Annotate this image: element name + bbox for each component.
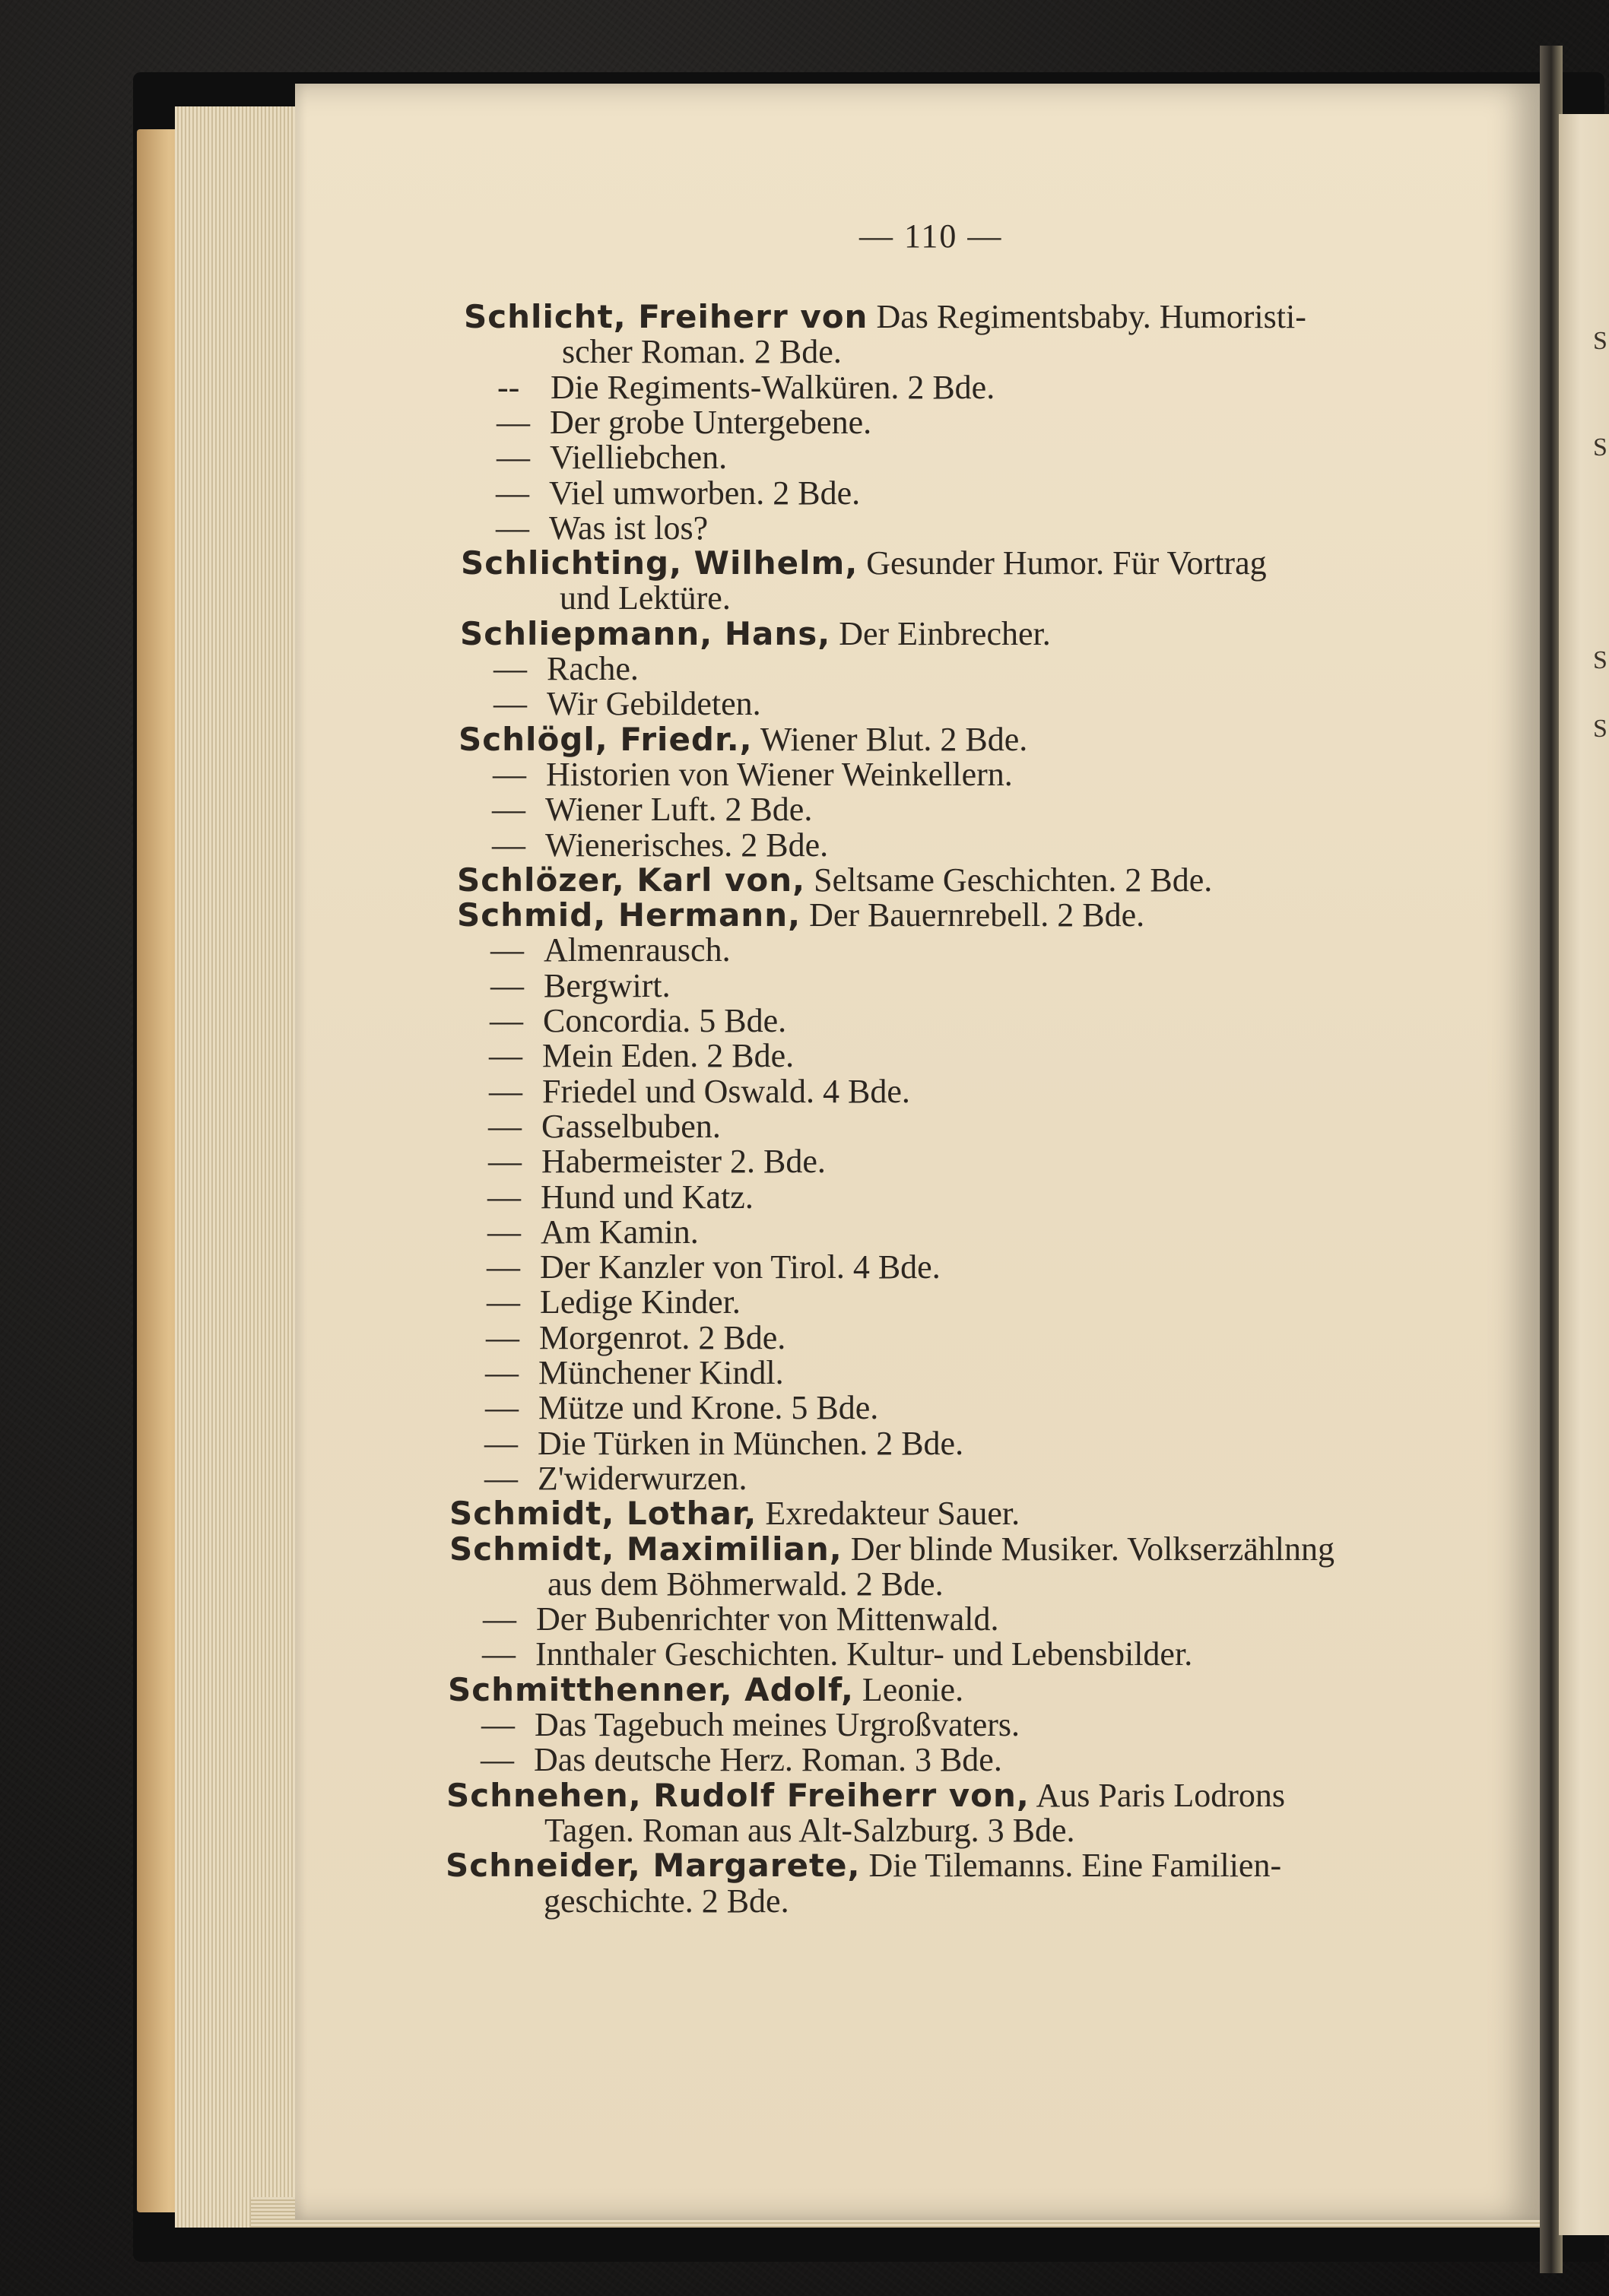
author-name: Schmidt, Maximilian, <box>449 1530 843 1568</box>
entry-line <box>448 1670 964 1708</box>
title-text: Z'widerwurzen. <box>538 1459 747 1497</box>
title-text: Mütze und Krone. 5 Bde. <box>538 1389 879 1427</box>
title-text: Das Tagebuch meines Urgroßvaters. <box>535 1706 1020 1743</box>
continuation-text: und Lektüre. <box>560 579 731 617</box>
entry-line <box>492 826 829 864</box>
ditto-dash: — <box>496 474 529 512</box>
entry-line <box>488 1107 721 1145</box>
entry-line <box>446 1847 1282 1885</box>
ditto-dash: — <box>493 755 526 793</box>
title-text: Der Einbrecher. <box>830 614 1051 652</box>
facing-page-letter: S <box>1593 715 1607 743</box>
ditto-dash: — <box>487 1283 520 1321</box>
ditto-dash: — <box>481 1706 515 1743</box>
continuation-text: aus dem Böhmerwald. 2 Bde. <box>547 1565 944 1603</box>
entry-line <box>496 509 709 547</box>
entry-line <box>449 1495 1020 1533</box>
ditto-dash: — <box>497 439 530 477</box>
title-text: Das deutsche Herz. Roman. 3 Bde. <box>534 1741 1002 1779</box>
entry-line <box>449 1530 1334 1568</box>
title-text: Wienerisches. 2 Bde. <box>545 826 829 864</box>
title-text: Die Tilemanns. Eine Familien- <box>860 1847 1282 1885</box>
ditto-dash: — <box>487 1178 521 1216</box>
title-text: Was ist los? <box>549 509 709 547</box>
entry-line <box>497 403 872 441</box>
title-text: Viel umworben. 2 Bde. <box>549 474 861 512</box>
author-name: Schmidt, Lothar, <box>449 1495 757 1533</box>
entry-line <box>496 474 861 512</box>
entry-line <box>483 1600 999 1638</box>
entry-line <box>461 544 1267 582</box>
title-text: Münchener Kindl. <box>538 1354 784 1391</box>
entry-line <box>457 896 1145 934</box>
continuation-text: Tagen. Roman aus Alt-Salzburg. 3 Bde. <box>544 1811 1075 1849</box>
ditto-dash: — <box>488 1107 522 1145</box>
entry-line <box>489 1072 910 1110</box>
title-text: Innthaler Geschichten. Kultur- und Lebensbilder. <box>535 1635 1193 1673</box>
ditto-dash: — <box>487 1248 520 1286</box>
ditto-dash: — <box>486 1318 519 1356</box>
title-text: Exredakteur Sauer. <box>757 1495 1020 1533</box>
ditto-dash: — <box>485 1389 519 1427</box>
title-text: Das Regimentsbaby. Humoristi- <box>868 298 1306 335</box>
title-text: Der Bauernrebell. 2 Bde. <box>801 896 1145 934</box>
entry-line <box>493 652 639 686</box>
title-text: Morgenrot. 2 Bde. <box>539 1318 786 1356</box>
title-text: Friedel und Oswald. 4 Bde. <box>542 1072 910 1110</box>
entry-line <box>560 579 731 617</box>
author-name: Schnehen, Rudolf Freiherr von, <box>446 1776 1030 1814</box>
entry-line <box>497 439 728 477</box>
facing-page-letter: S <box>1593 646 1607 674</box>
title-text: Wir Gebildeten. <box>547 685 761 723</box>
entry-line <box>481 1708 1020 1742</box>
entry-line <box>490 1004 786 1038</box>
title-text: Mein Eden. 2 Bde. <box>542 1037 795 1075</box>
author-name: Schmitthenner, Adolf, <box>448 1670 854 1708</box>
title-text: Die Türken in München. 2 Bde. <box>538 1424 964 1462</box>
continuation-text: geschichte. 2 Bde. <box>544 1882 789 1920</box>
title-text: Concordia. 5 Bde. <box>543 1002 787 1039</box>
entry-line <box>485 1356 784 1390</box>
ditto-dash: — <box>487 1213 521 1251</box>
facing-page-letter: S <box>1593 327 1607 355</box>
ditto-dash: — <box>489 1037 522 1075</box>
entry-line <box>460 614 1051 652</box>
title-text: Die Regiments-Walküren. 2 Bde. <box>551 368 995 406</box>
title-text: Historien von Wiener Weinkellern. <box>546 755 1013 793</box>
title-text: Rache. <box>547 650 639 687</box>
entry-line <box>547 1565 944 1603</box>
ditto-dash: — <box>490 966 524 1004</box>
entry-line <box>486 1318 786 1356</box>
ditto-dash: — <box>490 1002 523 1039</box>
entry-line <box>492 791 813 829</box>
entry-line <box>544 1811 1075 1849</box>
entry-line <box>493 755 1013 793</box>
title-text: Aus Paris Lodrons <box>1029 1776 1285 1814</box>
entry-line <box>487 1283 741 1321</box>
ditto-dash: — <box>492 826 525 864</box>
ditto-dash: — <box>489 1072 522 1110</box>
entry-line <box>446 1776 1285 1814</box>
ditto-dash: — <box>484 1424 518 1462</box>
author-name: Schliepmann, Hans, <box>460 614 831 652</box>
ditto-dash: — <box>483 1600 516 1638</box>
entry-line <box>485 1391 878 1425</box>
title-text: Vielliebchen. <box>550 439 728 477</box>
title-text: Am Kamin. <box>541 1213 699 1251</box>
ditto-dash: — <box>484 1459 518 1497</box>
ditto-dash: — <box>490 931 524 969</box>
title-text: Wiener Blut. 2 Bde. <box>752 720 1028 758</box>
entry-line <box>493 687 761 721</box>
title-text: Bergwirt. <box>544 966 671 1004</box>
title-text: Der blinde Musiker. Volkserzählnng <box>842 1530 1334 1568</box>
title-text: Almenrausch. <box>544 931 731 969</box>
title-text: Der Kanzler von Tirol. 4 Bde. <box>540 1248 941 1286</box>
ditto-dash: — <box>482 1635 516 1673</box>
entry-line <box>562 335 842 369</box>
continuation-text: scher Roman. 2 Bde. <box>562 333 842 371</box>
entry-line <box>484 1459 747 1497</box>
ditto-dash: — <box>493 650 527 687</box>
ditto-dash: — <box>493 685 527 723</box>
title-text: Seltsame Geschichten. 2 Bde. <box>805 861 1213 899</box>
entry-line <box>487 1248 941 1286</box>
entry-line <box>544 1882 789 1920</box>
author-name: Schlögl, Friedr., <box>459 720 753 758</box>
ditto-dash: — <box>485 1354 519 1391</box>
ditto-dash: — <box>492 791 525 829</box>
author-name: Schneider, Margarete, <box>446 1847 861 1885</box>
title-text: Habermeister 2. Bde. <box>541 1143 826 1181</box>
author-name: Schlözer, Karl von, <box>457 861 806 899</box>
entry-line <box>490 931 731 969</box>
entry-line <box>481 1743 1002 1777</box>
title-text: Ledige Kinder. <box>540 1283 741 1321</box>
title-text: Der Bubenrichter von Mittenwald. <box>536 1600 999 1638</box>
title-text: Wiener Luft. 2 Bde. <box>545 791 813 829</box>
title-text: Leonie. <box>853 1670 964 1708</box>
entry-line <box>487 1178 754 1216</box>
ditto-dash: — <box>481 1741 514 1779</box>
ditto-dash: — <box>497 403 530 441</box>
author-name: Schmid, Hermann, <box>457 896 801 934</box>
entry-line <box>457 861 1213 899</box>
ditto-dash: — <box>488 1143 522 1181</box>
title-text: Gesunder Humor. Für Vortrag <box>858 544 1267 582</box>
author-name: Schlicht, Freiherr von <box>464 298 868 335</box>
author-name: Schlichting, Wilhelm, <box>461 544 858 582</box>
entry-line <box>489 1039 794 1073</box>
entry-line <box>482 1635 1193 1673</box>
entry-line <box>459 720 1028 758</box>
title-text: Der grobe Untergebene. <box>550 403 872 441</box>
title-text: Gasselbuben. <box>541 1107 721 1145</box>
page-number: — 110 — <box>859 217 1003 255</box>
entry-line <box>488 1143 826 1181</box>
entry-line <box>490 966 671 1004</box>
entry-line <box>497 368 995 406</box>
facing-page-letter: S <box>1593 433 1607 461</box>
ditto-dash: — <box>496 509 529 547</box>
title-text: Hund und Katz. <box>541 1178 754 1216</box>
entry-line <box>487 1213 699 1251</box>
entry-line <box>484 1424 964 1462</box>
entry-line <box>464 300 1306 334</box>
ditto-dash: -- <box>497 368 520 406</box>
